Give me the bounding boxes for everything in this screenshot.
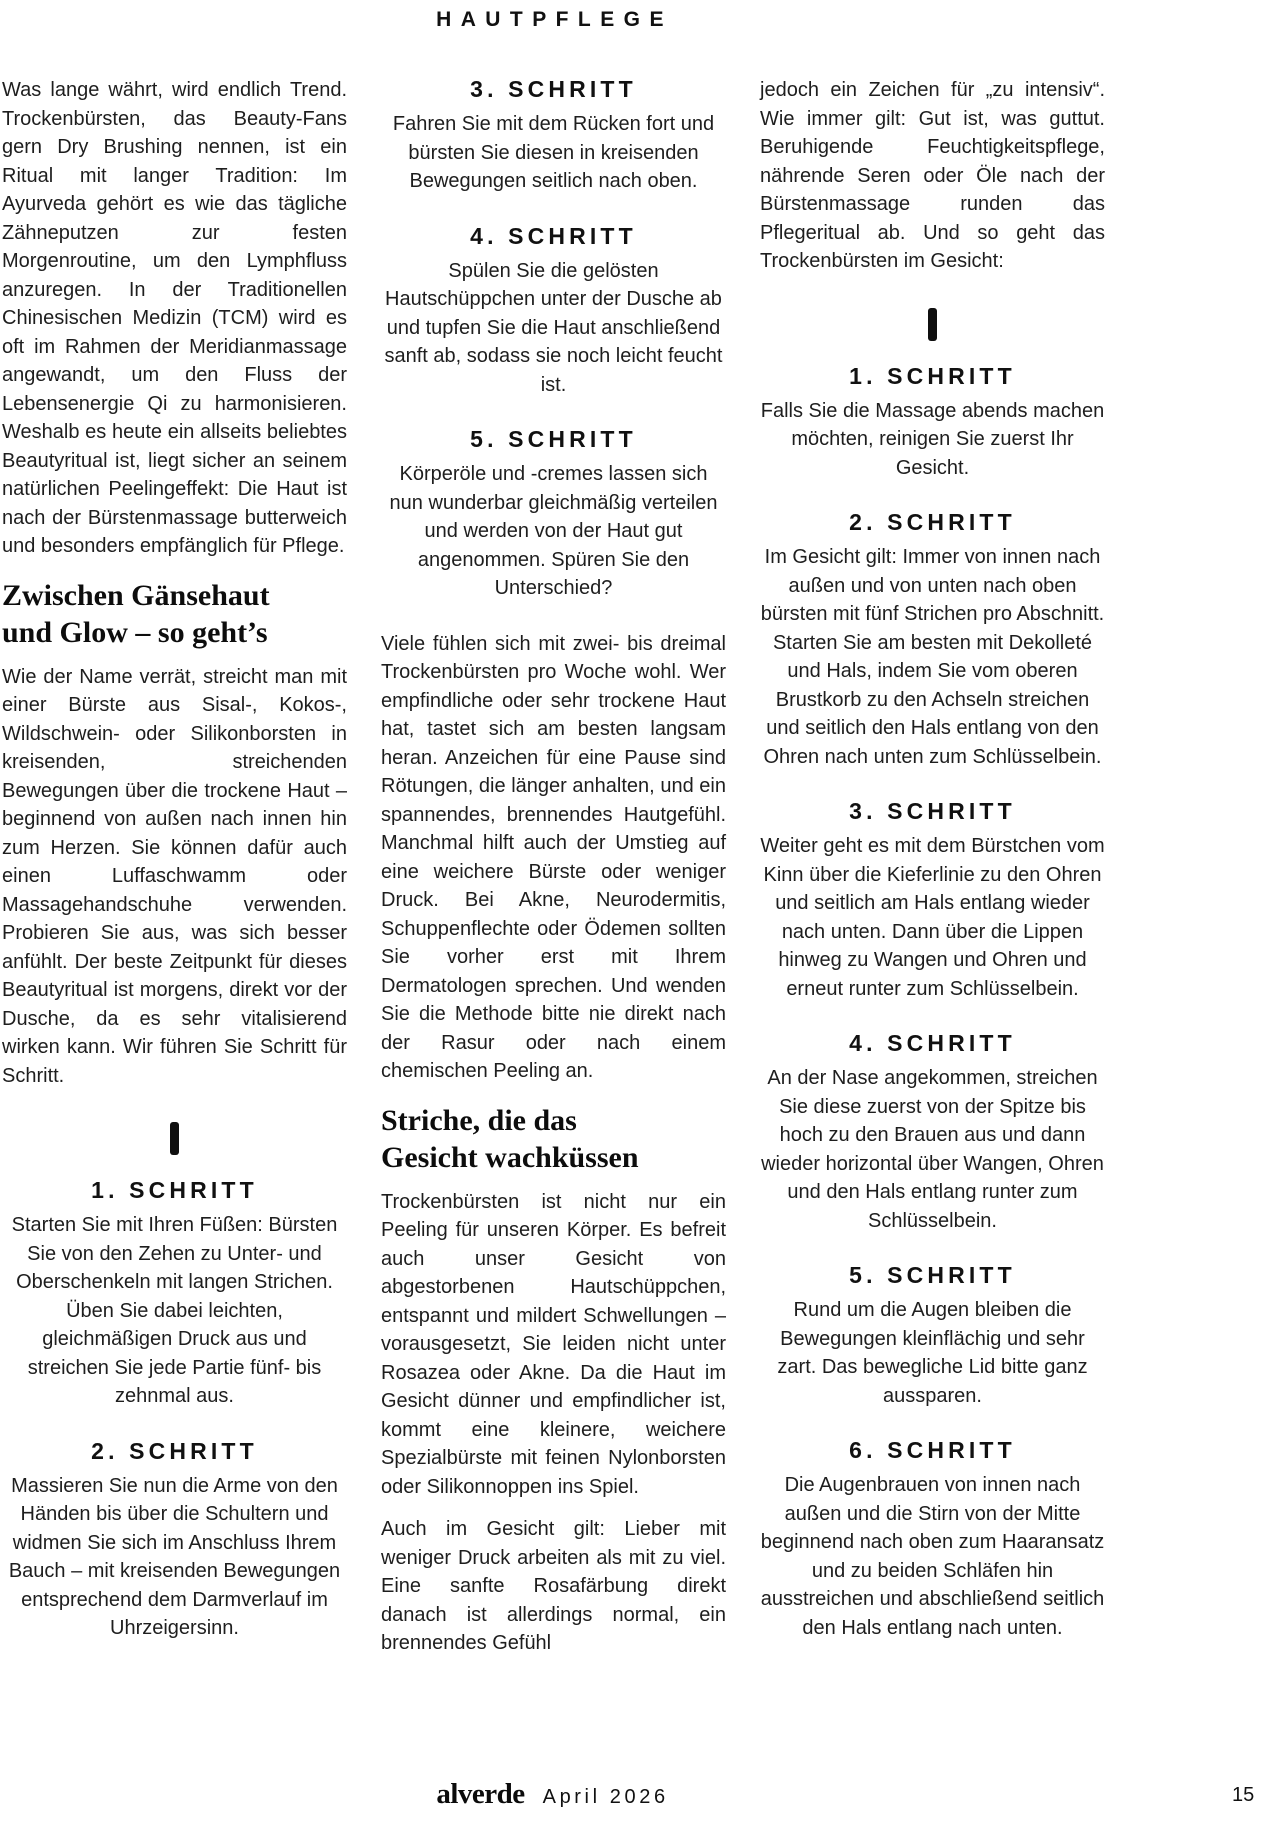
brush-divider-icon: [170, 1122, 179, 1155]
issue-date: April 2026: [542, 1786, 669, 1808]
step-title: 4. SCHRITT: [849, 1030, 1016, 1056]
step-text: Rund um die Augen bleiben die Bewegungen kleinflächig und sehr zart. Das bewegliche Lid bitte ganz aussparen.: [777, 1299, 1088, 1407]
step-block: [760, 1030, 1105, 1235]
section-heading-line: Striche, die das: [381, 1103, 577, 1137]
column-3: [760, 76, 1105, 1672]
step-block: [760, 363, 1105, 483]
step-block: [381, 223, 726, 400]
step-block: [760, 1437, 1105, 1642]
step-title: 5. SCHRITT: [470, 426, 637, 452]
page-header-title: HAUTPFLEGE: [436, 8, 673, 31]
step-text: Fahren Sie mit dem Rücken fort und bürsten Sie diesen in kreisenden Bewegungen seitlich nach oben.: [392, 113, 715, 192]
column-1: [2, 76, 347, 1672]
step-block: [2, 1438, 347, 1643]
step-text: Weiter geht es mit dem Bürstchen vom Kinn über die Kieferlinie zu den Ohren und seitlich am Hals entlang wieder nach unten. Dann über die Lippen hinweg zu Wangen und Ohren und erneut runter zum Schlüsselbein.: [760, 835, 1105, 1000]
continuation-paragraph: jedoch ein Zeichen für „zu intensiv“. Wie immer gilt: Gut ist, was guttut. Beruhigende Feuchtigkeitspflege, nährende Seren oder Öle nach der Bürstenmassage runden das Pflegeritual ab. Und so geht das Trockenbürsten im Gesicht:: [760, 79, 1105, 272]
article-columns: [2, 76, 1107, 1672]
section-heading-line: Gesicht wachküssen: [381, 1140, 639, 1174]
step-block: [2, 1177, 347, 1411]
section-heading-body-brushing: [2, 577, 347, 651]
step-block: [760, 509, 1105, 771]
section-heading-line: Zwischen Gänsehaut: [2, 578, 270, 612]
step-title: 2. SCHRITT: [849, 509, 1016, 535]
step-title: 6. SCHRITT: [849, 1437, 1016, 1463]
magazine-logo: alverde: [436, 1778, 525, 1810]
step-title: 3. SCHRITT: [849, 798, 1016, 824]
step-block: [760, 1262, 1105, 1410]
page-footer: [0, 1778, 1288, 1818]
section-heading-line: und Glow – so geht’s: [2, 615, 268, 649]
brush-divider-icon: [928, 308, 937, 341]
step-text: Starten Sie mit Ihren Füßen: Bürsten Sie von den Zehen zu Unter- und Oberschenkeln mit langen Strichen. Üben Sie dabei leichten, gleichmäßigen Druck aus und streichen Sie jede Partie fünf- bis zehnmal aus.: [11, 1214, 338, 1407]
frequency-paragraph: Viele fühlen sich mit zwei- bis dreimal Trockenbürsten pro Woche wohl. Wer empfindliche oder sehr trockene Haut hat, tastet sich am besten langsam heran. Anzeichen für eine Pause sind Rötungen, die länger anhalten, und ein spannendes, brennendes Hautgefühl. Manchmal hilft auch der Umstieg auf eine weichere Bürste oder weniger Druck. Bei Akne, Neurodermitis, Schuppenflechte oder Ödemen sollten Sie vorher erst mit Ihrem Dermatologen sprechen. Und wenden Sie die Methode bitte nie direkt nach der Rasur oder nach einem chemischen Peeling an.: [381, 632, 726, 1082]
step-title: 2. SCHRITT: [91, 1437, 258, 1464]
step-text: Falls Sie die Massage abends machen möchten, reinigen Sie zuerst Ihr Gesicht.: [760, 399, 1105, 479]
howto-paragraph: Wie der Name verrät, streicht man mit einer Bürste aus Sisal-, Kokos-, Wildschwein- oder Silikonborsten in kreisenden, streichenden Bewegungen über die trockene Haut – beginnend von außen nach innen hin zum Herzen. Sie können dafür auch einen Luffaschwamm oder Massagehandschuhe verwenden. Probieren Sie aus, was sich besser anfühlt. Der beste Zeitpunkt für dieses Beautyritual ist morgens, direkt vor der Dusche, da es sehr vitalisierend wirken kann. Wir führen Sie Schritt für Schritt.: [2, 665, 347, 1087]
step-text: Im Gesicht gilt: Immer von innen nach außen und von unten nach oben bürsten mit fünf Strichen pro Abschnitt. Starten Sie am besten mit Dekolleté und Hals, indem Sie vom oberen Brustkorb zu den Achseln streichen und seitlich den Hals entlang von den Ohren nach unten zum Schlüsselbein.: [760, 546, 1105, 768]
column-2: [381, 76, 726, 1672]
step-title: 3. SCHRITT: [470, 76, 637, 102]
face-intro-paragraph: Trockenbürsten ist nicht nur ein Peeling für unseren Körper. Es befreit auch unser Gesicht von abgestorbenen Hautschüppchen, entspannt und mildert Schwellungen – vorausgesetzt, Sie leiden nicht unter Rosazea oder Akne. Da die Haut im Gesicht dünner und empfindlicher ist, kommt eine kleinere, weichere Spezialbürste mit feinen Nylonborsten oder Silikonnoppen ins Spiel.: [381, 1190, 726, 1498]
footer-center: [0, 1778, 1105, 1811]
step-text: Die Augenbrauen von innen nach außen und die Stirn von der Mitte beginnend nach oben zum Haaransatz und zu beiden Schläfen hin ausstreichen und abschließend seitlich den Hals entlang nach unten.: [760, 1474, 1105, 1639]
face-pressure-paragraph: Auch im Gesicht gilt: Lieber mit weniger Druck arbeiten als mit zu viel. Eine sanfte Rosafärbung direkt danach ist allerdings normal, ein brennendes Gefühl: [381, 1518, 726, 1654]
step-title: 5. SCHRITT: [849, 1262, 1016, 1288]
intro-paragraph: Was lange währt, wird endlich Trend. Trockenbürsten, das Beauty-Fans gern Dry Brushing nennen, ist ein Ritual mit langer Tradition: Im Ayurveda gehört es wie das tägliche Zähneputzen zur festen Morgenroutine, um den Lymphfluss anzuregen. In der Traditionellen Chinesischen Medizin (TCM) wird es oft im Rahmen der Meridianmassage angewandt, um den Fluss der Lebensenergie Qi zu harmonisieren. Weshalb es heute ein allseits beliebtes Beautyritual ist, liegt sicher an seinem natürlichen Peelingeffekt: Die Haut ist nach der Bürstenmassage butterweich und besonders empfänglich für Pflege.: [2, 79, 347, 557]
step-block: [381, 426, 726, 603]
step-block: [381, 76, 726, 196]
section-heading-face-brushing: [381, 1102, 726, 1176]
step-text: An der Nase angekommen, streichen Sie diese zuerst von der Spitze bis hoch zu den Brauen aus und dann wieder horizontal über Wangen, Ohren und den Hals entlang runter zum Schlüsselbein.: [761, 1067, 1104, 1232]
step-text: Körperöle und -cremes lassen sich nun wunderbar gleichmäßig verteilen und werden von der Haut gut angenommen. Spüren Sie den Unterschied?: [389, 463, 718, 599]
step-text: Spülen Sie die gelösten Hautschüppchen unter der Dusche ab und tupfen Sie die Haut anschließend sanft ab, sodass sie noch leicht feucht ist.: [384, 259, 723, 396]
page-number: 15: [1232, 1784, 1255, 1806]
step-title: 1. SCHRITT: [849, 362, 1016, 389]
step-block: [760, 798, 1105, 1003]
step-title: 4. SCHRITT: [470, 222, 637, 249]
step-text: Massieren Sie nun die Arme von den Händen bis über die Schultern und widmen Sie sich im Anschluss Ihrem Bauch – mit kreisenden Bewegungen entsprechend dem Darmverlauf im Uhrzeigersinn.: [8, 1474, 341, 1639]
step-title: 1. SCHRITT: [91, 1177, 258, 1203]
